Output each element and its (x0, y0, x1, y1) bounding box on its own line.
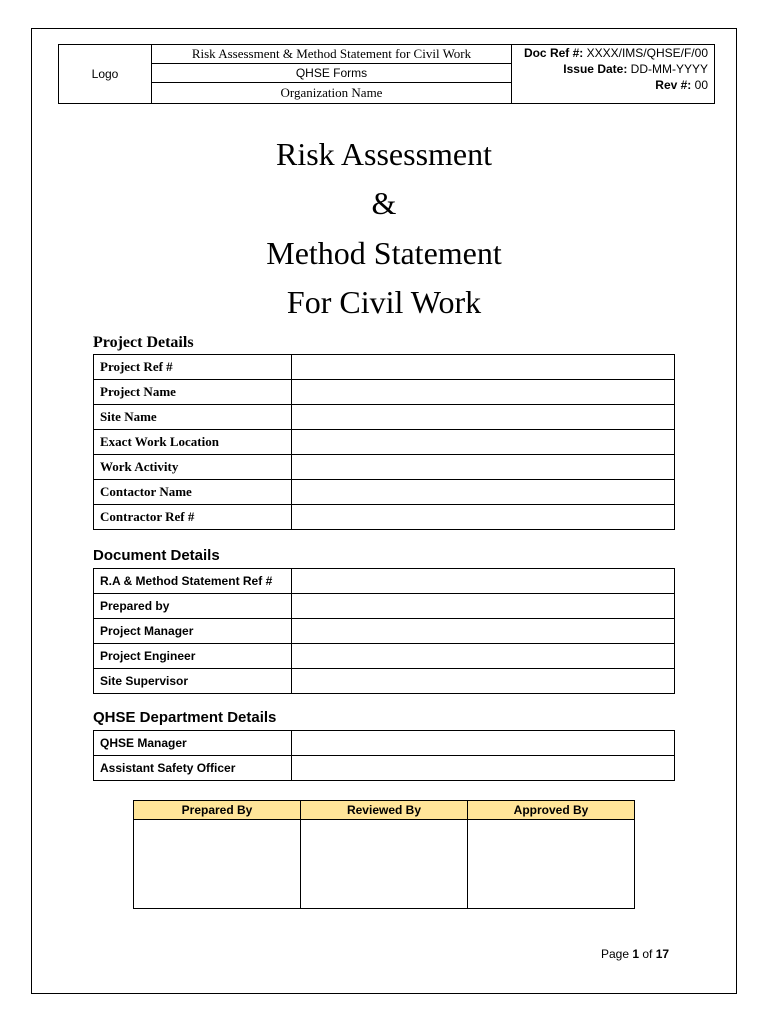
field-value[interactable] (292, 430, 675, 455)
field-value[interactable] (292, 480, 675, 505)
form-row (94, 480, 675, 505)
title-line-1: Risk Assessment (275, 136, 493, 172)
field-label: Exact Work Location (94, 430, 292, 455)
page-number (601, 947, 669, 961)
form-row (94, 731, 675, 756)
form-row (94, 619, 675, 644)
reviewed-by-signature[interactable] (301, 820, 468, 909)
field-value[interactable] (292, 405, 675, 430)
field-label: Contractor Ref # (94, 505, 292, 530)
field-value[interactable] (292, 505, 675, 530)
issue-date-value: DD-MM-YYYY (627, 62, 708, 76)
field-label: R.A & Method Statement Ref # (94, 569, 292, 594)
header-organization: Organization Name (280, 85, 383, 100)
doc-ref (518, 45, 708, 61)
form-row (94, 455, 675, 480)
form-row (94, 756, 675, 781)
rev-value: 00 (691, 78, 708, 92)
prepared-by-signature[interactable] (134, 820, 301, 909)
document-details-heading: Document Details (93, 547, 220, 564)
page-label: Page (601, 947, 633, 961)
doc-ref-value: XXXX/IMS/QHSE/F/00 (583, 46, 708, 60)
field-label: Work Activity (94, 455, 292, 480)
qhse-details-table (93, 730, 675, 781)
revision (518, 77, 708, 93)
page-total: 17 (655, 947, 670, 961)
document-header (58, 44, 715, 104)
field-value[interactable] (292, 619, 675, 644)
qhse-details-heading: QHSE Department Details (93, 709, 277, 726)
title-line-2: & (371, 185, 397, 221)
signoff-table (133, 800, 635, 909)
field-value[interactable] (292, 569, 675, 594)
header-doc-title: Risk Assessment & Method Statement for Civil Work (152, 45, 511, 64)
page-of: of (639, 947, 656, 961)
field-value[interactable] (292, 455, 675, 480)
form-row (94, 380, 675, 405)
form-row (94, 594, 675, 619)
header-forms: QHSE Forms (152, 64, 511, 83)
form-row (94, 505, 675, 530)
title-line-3: Method Statement (266, 235, 502, 271)
issue-date (518, 61, 708, 77)
project-details-heading: Project Details (93, 334, 194, 351)
field-label: Project Name (94, 380, 292, 405)
approved-by-signature[interactable] (468, 820, 635, 909)
logo-placeholder: Logo (59, 45, 152, 103)
issue-date-label: Issue Date: (563, 62, 628, 76)
field-label: Project Ref # (94, 355, 292, 380)
form-row (94, 569, 675, 594)
field-label: Site Name (94, 405, 292, 430)
field-value[interactable] (292, 731, 675, 756)
field-value[interactable] (292, 669, 675, 694)
field-label: QHSE Manager (94, 731, 292, 756)
field-value[interactable] (292, 594, 675, 619)
field-value[interactable] (292, 644, 675, 669)
approved-by-header: Approved By (468, 801, 635, 820)
field-label: Project Manager (94, 619, 292, 644)
header-meta (512, 45, 714, 103)
project-details-table (93, 354, 675, 530)
field-label: Assistant Safety Officer (94, 756, 292, 781)
field-label: Prepared by (94, 594, 292, 619)
rev-label: Rev #: (655, 78, 692, 92)
prepared-by-header: Prepared By (134, 801, 301, 820)
title-line-4: For Civil Work (286, 284, 482, 320)
form-row (94, 644, 675, 669)
page-current: 1 (632, 947, 640, 961)
reviewed-by-header: Reviewed By (301, 801, 468, 820)
field-label: Project Engineer (94, 644, 292, 669)
field-label: Contactor Name (94, 480, 292, 505)
field-value[interactable] (292, 355, 675, 380)
doc-ref-label: Doc Ref #: (523, 46, 584, 60)
header-titles (152, 45, 512, 103)
form-row (94, 669, 675, 694)
field-value[interactable] (292, 380, 675, 405)
field-label: Site Supervisor (94, 669, 292, 694)
form-row (94, 405, 675, 430)
document-details-table (93, 568, 675, 694)
form-row (94, 355, 675, 380)
form-row (94, 430, 675, 455)
field-value[interactable] (292, 756, 675, 781)
